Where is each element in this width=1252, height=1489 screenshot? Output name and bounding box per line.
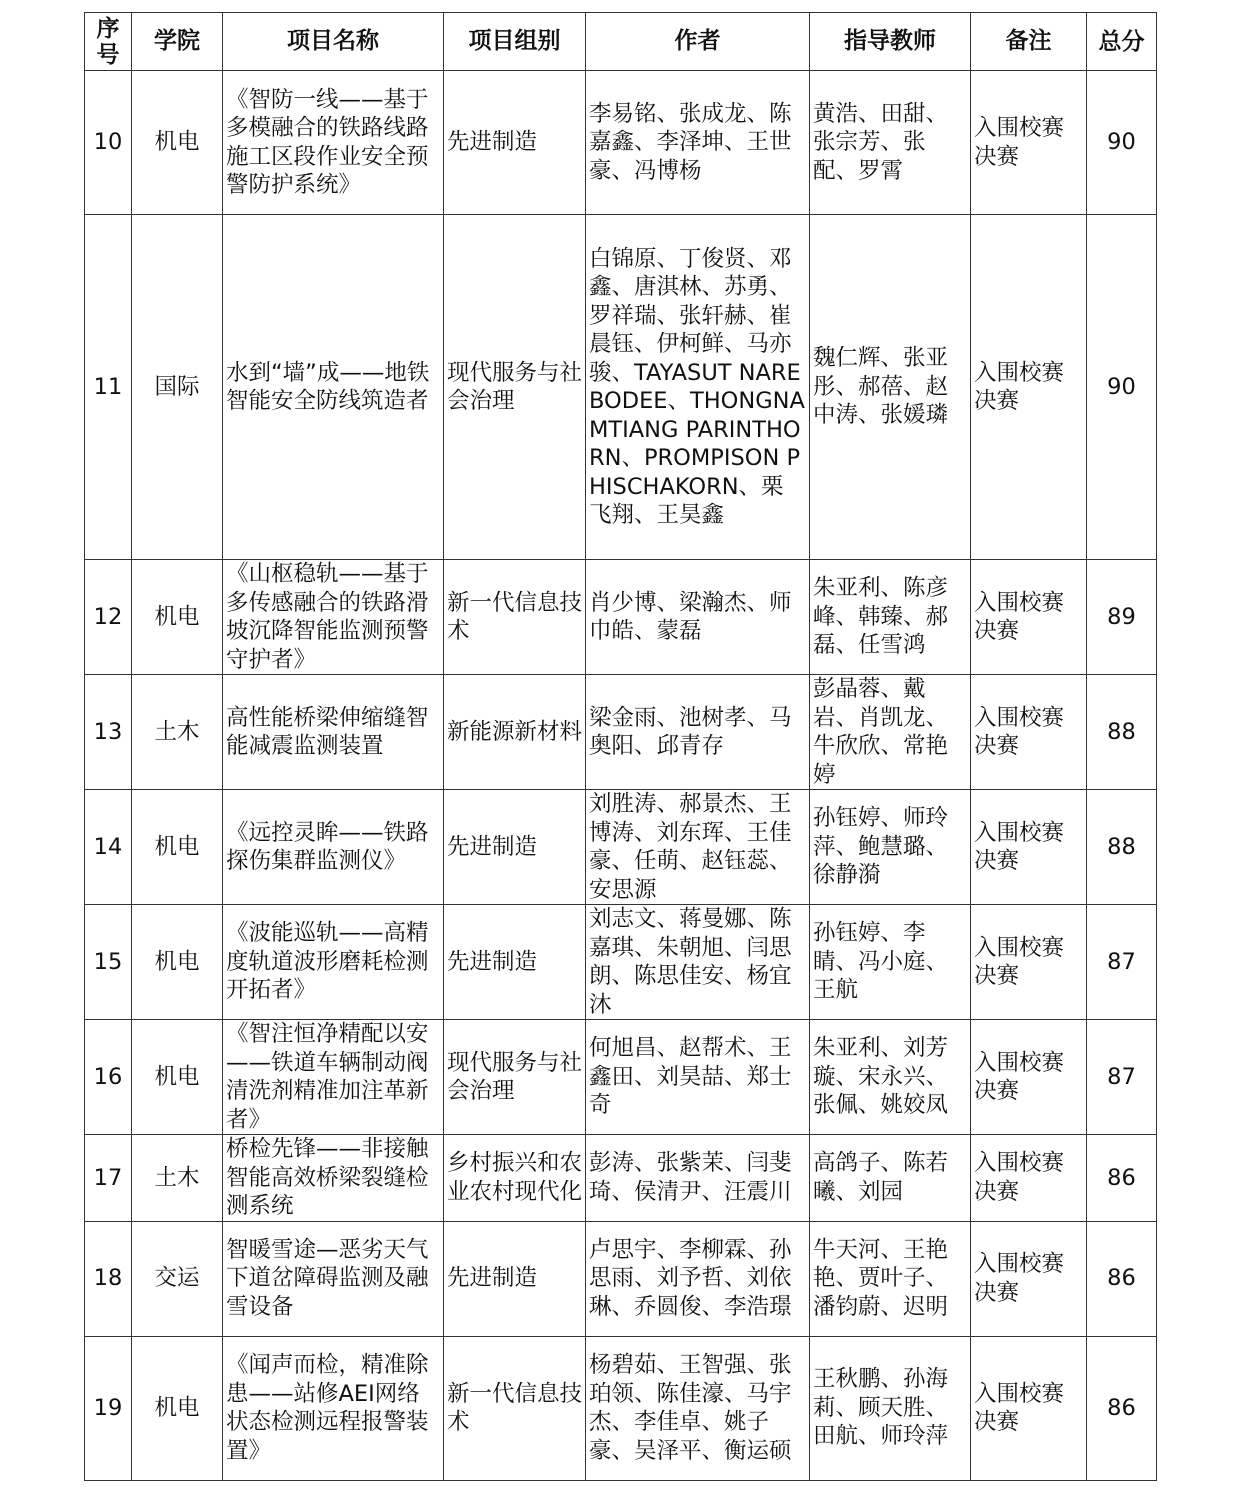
cell-advisors: 孙钰婷、李睛、冯小庭、王航 [810,905,971,1020]
results-table [84,12,1157,1481]
table-row [85,215,1157,560]
cell-college: 国际 [132,215,223,560]
cell-remark: 入围校赛决赛 [971,790,1087,905]
cell-authors: 李易铭、张成龙、陈嘉鑫、李泽坤、王世豪、冯博杨 [586,71,810,215]
cell-remark: 入围校赛决赛 [971,1221,1087,1336]
cell-authors: 梁金雨、池树孝、马奥阳、邱青存 [586,675,810,790]
cell-authors: 彭涛、张紫茉、闫斐琦、侯清尹、汪震川 [586,1135,810,1222]
cell-college: 土木 [132,675,223,790]
cell-index: 15 [85,905,132,1020]
cell-index: 18 [85,1221,132,1336]
cell-advisors: 牛天河、王艳艳、贾叶子、潘钧蔚、迟明 [810,1221,971,1336]
cell-authors: 卢思宇、李柳霖、孙思雨、刘予哲、刘依琳、乔圆俊、李浩璟 [586,1221,810,1336]
cell-score: 90 [1087,71,1157,215]
cell-college: 土木 [132,1135,223,1222]
cell-remark: 入围校赛决赛 [971,1020,1087,1135]
table-row [85,905,1157,1020]
cell-group: 先进制造 [444,71,586,215]
cell-advisors: 彭晶蓉、戴岩、肖凯龙、牛欣欣、常艳婷 [810,675,971,790]
cell-index: 10 [85,71,132,215]
cell-group: 先进制造 [444,1221,586,1336]
header-college: 学院 [132,13,223,71]
cell-index: 14 [85,790,132,905]
cell-project: 水到“墙”成——地铁智能安全防线筑造者 [223,215,444,560]
cell-project: 《智注恒净精配以安——铁道车辆制动阀清洗剂精准加注革新者》 [223,1020,444,1135]
cell-project: 高性能桥梁伸缩缝智能减震监测装置 [223,675,444,790]
table-row [85,71,1157,215]
cell-index: 11 [85,215,132,560]
table-row [85,1135,1157,1222]
cell-score: 86 [1087,1336,1157,1480]
table-row [85,790,1157,905]
cell-remark: 入围校赛决赛 [971,1336,1087,1480]
header-index: 序号 [85,13,132,71]
cell-college: 机电 [132,1020,223,1135]
cell-project: 智暖雪途—恶劣天气下道岔障碍监测及融雪设备 [223,1221,444,1336]
cell-group: 新能源新材料 [444,675,586,790]
cell-score: 88 [1087,675,1157,790]
cell-college: 交运 [132,1221,223,1336]
table-row [85,1336,1157,1480]
header-authors: 作者 [586,13,810,71]
cell-college: 机电 [132,1336,223,1480]
table-row [85,675,1157,790]
cell-score: 88 [1087,790,1157,905]
cell-college: 机电 [132,905,223,1020]
header-row [85,13,1157,71]
cell-group: 现代服务与社会治理 [444,1020,586,1135]
cell-score: 89 [1087,560,1157,675]
cell-project: 《远控灵眸——铁路探伤集群监测仪》 [223,790,444,905]
cell-advisors: 朱亚利、刘芳璇、宋永兴、张佩、姚姣凤 [810,1020,971,1135]
header-project: 项目名称 [223,13,444,71]
cell-remark: 入围校赛决赛 [971,215,1087,560]
header-score: 总分 [1087,13,1157,71]
table-row [85,1221,1157,1336]
header-advisors: 指导教师 [810,13,971,71]
table-row [85,1020,1157,1135]
cell-group: 现代服务与社会治理 [444,215,586,560]
cell-remark: 入围校赛决赛 [971,1135,1087,1222]
cell-index: 17 [85,1135,132,1222]
cell-group: 先进制造 [444,790,586,905]
cell-score: 86 [1087,1135,1157,1222]
cell-advisors: 孙钰婷、师玲萍、鲍慧璐、徐静漪 [810,790,971,905]
cell-authors: 肖少博、梁瀚杰、师巾皓、蒙磊 [586,560,810,675]
cell-authors: 杨碧茹、王智强、张珀领、陈佳濠、马宇杰、李佳卓、姚子豪、吴泽平、衡运硕 [586,1336,810,1480]
cell-group: 新一代信息技术 [444,1336,586,1480]
cell-advisors: 朱亚利、陈彦峰、韩臻、郝磊、任雪鸿 [810,560,971,675]
cell-college: 机电 [132,790,223,905]
cell-project: 《智防一线——基于多模融合的铁路线路施工区段作业安全预警防护系统》 [223,71,444,215]
cell-college: 机电 [132,560,223,675]
table-row [85,560,1157,675]
cell-project: 《山枢稳轨——基于多传感融合的铁路滑坡沉降智能监测预警守护者》 [223,560,444,675]
cell-group: 新一代信息技术 [444,560,586,675]
cell-project: 桥检先锋——非接触智能高效桥梁裂缝检测系统 [223,1135,444,1222]
cell-authors: 白锦原、丁俊贤、邓鑫、唐淇林、苏勇、罗祥瑞、张轩赫、崔晨钰、伊柯鲜、马亦骏、TAYASUT NAREBODEE、THONGNAMTIANG PARINTHORN、PROMPISON PHISCHAKORN、栗飞翔、王昊鑫 [586,215,810,560]
cell-remark: 入围校赛决赛 [971,71,1087,215]
header-group: 项目组别 [444,13,586,71]
cell-project: 《闻声而检，精准除患——站修AEI网络状态检测远程报警装置》 [223,1336,444,1480]
cell-advisors: 王秋鹏、孙海莉、顾天胜、田航、师玲萍 [810,1336,971,1480]
cell-score: 86 [1087,1221,1157,1336]
cell-advisors: 魏仁辉、张亚彤、郝蓓、赵中涛、张媛璘 [810,215,971,560]
cell-remark: 入围校赛决赛 [971,675,1087,790]
cell-score: 87 [1087,1020,1157,1135]
cell-group: 乡村振兴和农业农村现代化 [444,1135,586,1222]
cell-index: 12 [85,560,132,675]
cell-score: 87 [1087,905,1157,1020]
cell-authors: 何旭昌、赵帮术、王鑫田、刘昊喆、郑士奇 [586,1020,810,1135]
cell-advisors: 高鸽子、陈若曦、刘园 [810,1135,971,1222]
cell-group: 先进制造 [444,905,586,1020]
header-remark: 备注 [971,13,1087,71]
cell-advisors: 黄浩、田甜、张宗芳、张配、罗霄 [810,71,971,215]
cell-remark: 入围校赛决赛 [971,905,1087,1020]
cell-project: 《波能巡轨——高精度轨道波形磨耗检测开拓者》 [223,905,444,1020]
cell-score: 90 [1087,215,1157,560]
cell-authors: 刘志文、蒋曼娜、陈嘉琪、朱朝旭、闫思朗、陈思佳安、杨宜沐 [586,905,810,1020]
cell-college: 机电 [132,71,223,215]
cell-index: 19 [85,1336,132,1480]
cell-index: 13 [85,675,132,790]
cell-remark: 入围校赛决赛 [971,560,1087,675]
cell-index: 16 [85,1020,132,1135]
cell-authors: 刘胜涛、郝景杰、王博涛、刘东珲、王佳豪、任萌、赵钰蕊、安思源 [586,790,810,905]
